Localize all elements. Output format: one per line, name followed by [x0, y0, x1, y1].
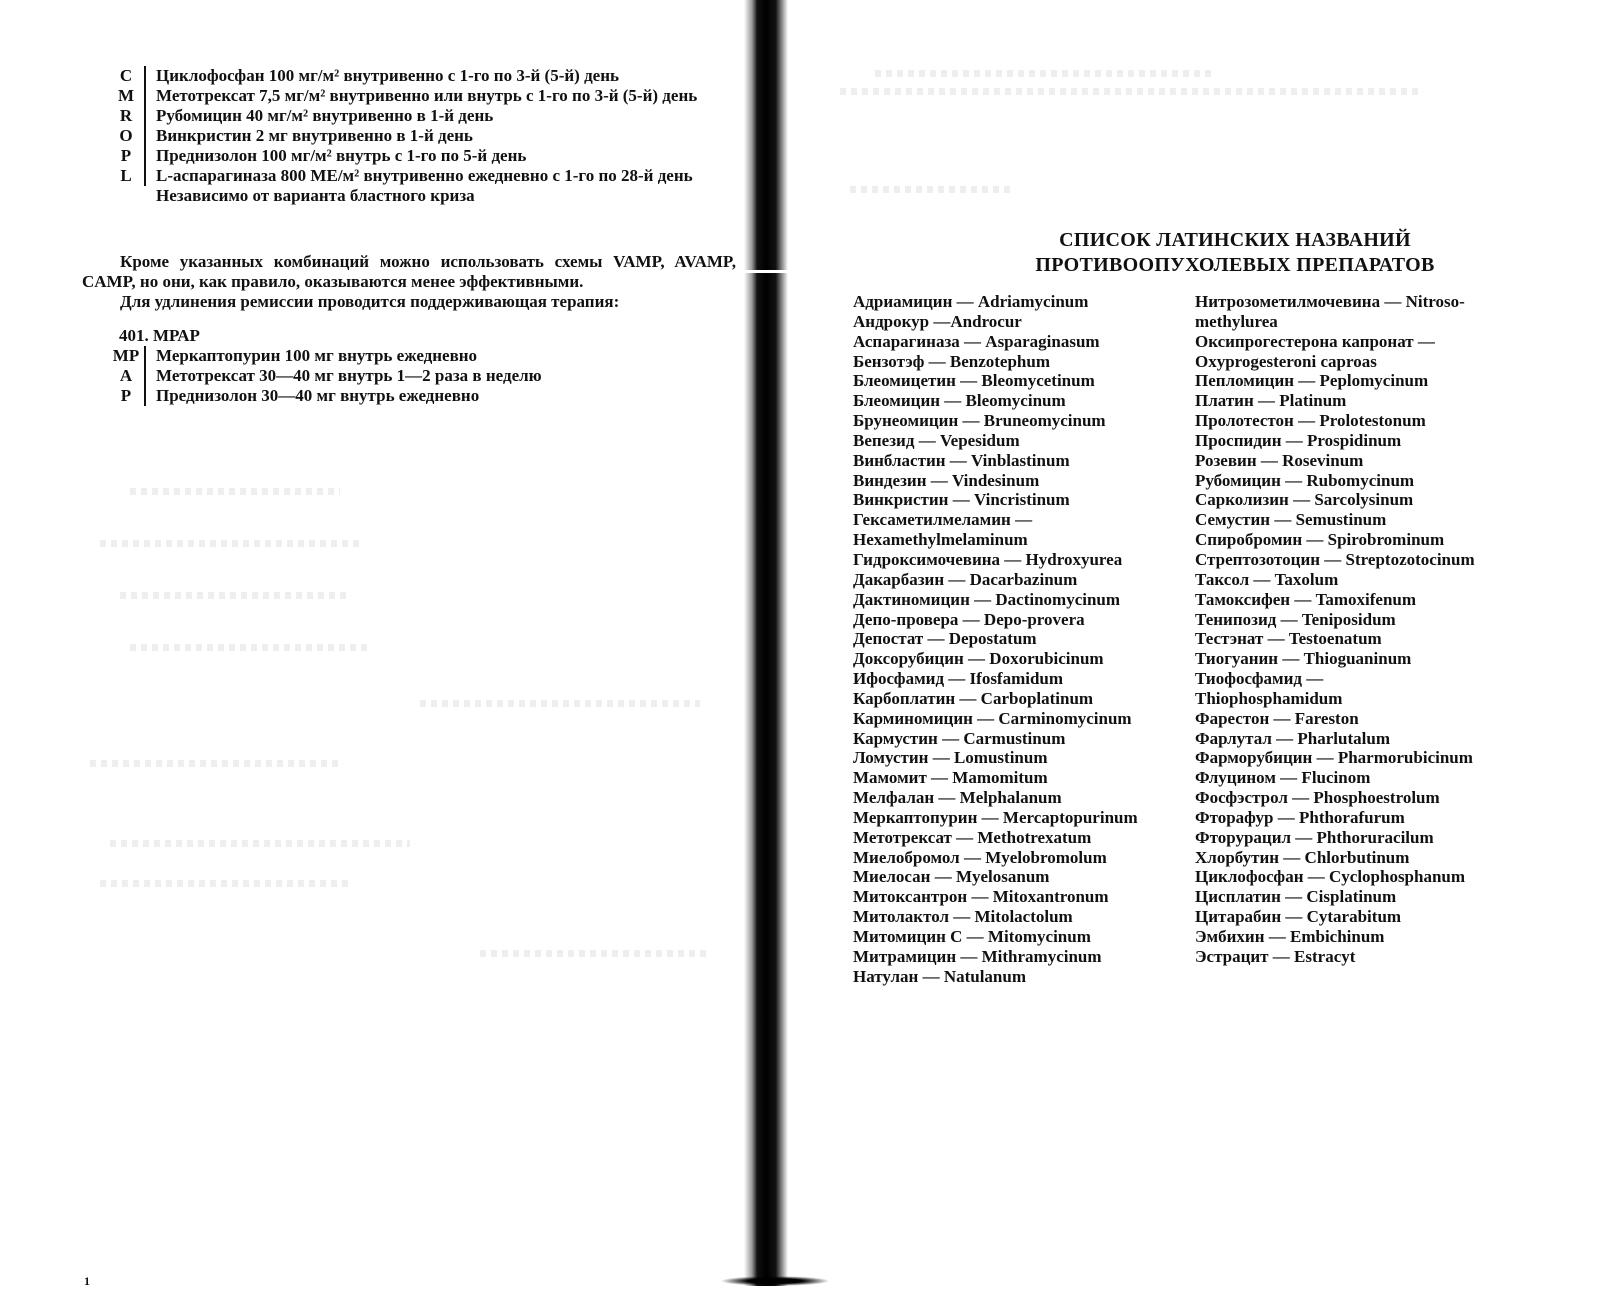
drug-names-column-1 — [853, 292, 1193, 987]
drug-name-entry: Платин — Platinum — [1195, 391, 1347, 411]
drug-name-entry: Блеомицетин — Bleomycetinum — [853, 371, 1095, 391]
list-title — [935, 228, 1535, 278]
drug-name-entry: Цисплатин — Cisplatinum — [1195, 887, 1397, 907]
drug-name-entry: Эмбихин — Embichinum — [1195, 927, 1385, 946]
scheme-note: Независимо от варианта бластного криза — [156, 186, 475, 205]
scheme-row — [108, 386, 676, 406]
chemo-scheme — [108, 66, 716, 206]
drug-name-entry: Вепезид — Vepesidum — [853, 430, 1020, 450]
bleed-through-text — [850, 186, 1010, 193]
drug-name-entry: Виндезин — Vindesinum — [853, 470, 1040, 490]
drug-dosage: Рубомицин 40 мг/м² внутривенно в 1-й день — [144, 106, 716, 126]
drug-name-entry: Рубомицин — Rubomycinum — [1195, 470, 1415, 490]
drug-name-entry: Адриамицин — Adriamycinum — [853, 292, 1089, 311]
scheme-row — [108, 366, 676, 386]
drug-name-entry: Ифосфамид — Ifosfamidum — [853, 669, 1064, 689]
drug-name-entry: Стрептозотоцин — Streptozotocinum — [1195, 549, 1475, 569]
drug-name-entry: Розевин — Rosevinum — [1195, 450, 1364, 470]
drug-dosage: Циклофосфан 100 мг/м² внутривенно с 1-го по 3-й (5-й) день — [144, 66, 716, 86]
drug-dosage: Преднизолон 100 мг/м² внутрь с 1-го по 5-й день — [144, 146, 716, 166]
drug-name-entry: Циклофосфан — Cyclophosphanum — [1195, 867, 1466, 887]
drug-name-entry: Митоксантрон — Mitoxantronum — [853, 887, 1109, 907]
drug-code: L — [120, 166, 132, 185]
drug-code: P — [120, 146, 132, 165]
drug-name-entry: Метотрексат — Methotrexatum — [853, 827, 1092, 847]
drug-name-entry: Депостат — Depostatum — [853, 629, 1037, 649]
drug-dosage: L-аспарагиназа 800 МЕ/м² внутривенно ежедневно с 1-го по 28-й день — [144, 166, 716, 186]
drug-name-entry: Хлорбутин — Chlorbutinum — [1195, 847, 1410, 867]
drug-name-entry: Миелосан — Myelosanum — [853, 867, 1050, 887]
drug-name-entry: Карбоплатин — Carboplatinum — [853, 688, 1094, 708]
drug-name-entry: Аспарагиназа — Asparaginasum — [853, 331, 1100, 351]
drug-name-entry: Фарлутал — Pharlutalum — [1195, 728, 1390, 748]
scheme-row — [108, 66, 716, 86]
drug-name-entry: Проспидин — Prospidinum — [1195, 430, 1402, 450]
scheme-row — [108, 106, 716, 126]
drug-name-entry: Миелобромол — Myelobromolum — [853, 847, 1107, 867]
drug-name-entry: Кармустин — Carmustinum — [853, 728, 1066, 748]
drug-name-entry: Ломустин — Lomustinum — [853, 748, 1048, 768]
drug-names-column-2 — [1195, 292, 1495, 967]
bleed-through-text — [480, 950, 710, 957]
drug-name-entry: Дактиномицин — Dactinomycinum — [853, 589, 1121, 609]
page-gap — [742, 270, 792, 273]
bleed-through-text — [130, 644, 370, 651]
drug-name-entry: Oxyprogesteroni caproas — [1195, 351, 1377, 371]
drug-name-entry: Thiophosphamidum — [1195, 688, 1343, 708]
drug-name-entry: Фарморубицин — Pharmorubicinum — [1195, 748, 1473, 768]
scheme-row — [108, 126, 716, 146]
bleed-through-text — [875, 70, 1215, 77]
drug-name-entry: Сарколизин — Sarcolysinum — [1195, 490, 1414, 510]
drug-name-entry: Митомицин С — Mitomycinum — [853, 927, 1091, 946]
drug-name-entry: Фарестон — Fareston — [1195, 708, 1359, 728]
drug-name-entry: Нитрозометилмочевина — Nitroso- — [1195, 292, 1465, 311]
drug-name-entry: Тенипозид — Teniposidum — [1195, 609, 1396, 629]
left-page — [0, 0, 740, 1286]
drug-name-entry: Тиофосфамид — — [1195, 669, 1324, 689]
drug-name-entry: Митрамицин — Mithramycinum — [853, 946, 1102, 966]
drug-code: A — [119, 366, 133, 385]
drug-name-entry: Тиогуанин — Thioguaninum — [1195, 649, 1412, 669]
scheme-row — [108, 166, 716, 186]
bleed-through-text — [130, 488, 340, 495]
drug-dosage: Винкристин 2 мг внутривенно в 1-й день — [144, 126, 716, 146]
drug-name-entry: Тамоксифен — Tamoxifenum — [1195, 589, 1417, 609]
drug-name-entry: Гексаметилмеламин — — [853, 510, 1033, 530]
drug-name-entry: Hexamethylmelaminum — [853, 530, 1028, 550]
right-page — [800, 0, 1600, 1286]
drug-name-entry: Натулан — Natulanum — [853, 966, 1027, 986]
bleed-through-text — [840, 88, 1420, 95]
paragraph-maintenance: Для удлинения ремиссии проводится поддерживающая терапия: — [120, 292, 620, 311]
drug-code: O — [119, 126, 133, 145]
drug-name-entry: Брунеомицин — Bruneomycinum — [853, 411, 1106, 431]
drug-code: P — [120, 386, 132, 405]
scheme-row — [108, 146, 716, 166]
drug-name-entry: Флуцином — Flucinom — [1195, 768, 1371, 788]
drug-name-entry: Таксол — Taxolum — [1195, 569, 1339, 589]
bleed-through-text — [100, 880, 350, 887]
paragraph-combinations: Кроме указанных комбинаций можно использовать схемы VAMP, AVAMP, CAMP, но они, как правило, оказываются менее эффективными. — [82, 252, 736, 291]
drug-code: C — [119, 66, 133, 85]
drug-name-entry: Фосфэстрол — Phosphoestrolum — [1195, 788, 1440, 808]
drug-name-entry: Блеомицин — Bleomycinum — [853, 391, 1066, 411]
page-number: 1 — [84, 1274, 90, 1288]
drug-name-entry: Карминомицин — Carminomycinum — [853, 708, 1132, 728]
drug-dosage: Преднизолон 30—40 мг внутрь ежедневно — [144, 386, 676, 406]
drug-name-entry: Семустин — Semustinum — [1195, 510, 1387, 530]
drug-name-entry: Мелфалан — Melphalanum — [853, 788, 1062, 808]
drug-name-entry: Оксипрогестерона капронат — — [1195, 331, 1435, 351]
list-title-line: ПРОТИВООПУХОЛЕВЫХ ПРЕПАРАТОВ — [1035, 254, 1435, 276]
drug-name-entry: Винбластин — Vinblastinum — [853, 450, 1070, 470]
list-title-line: СПИСОК ЛАТИНСКИХ НАЗВАНИЙ — [1059, 229, 1411, 251]
drug-name-entry: Эстрацит — Estracyt — [1195, 946, 1356, 966]
drug-name-entry: Андрокур —Androcur — [853, 311, 1022, 331]
drug-code: M — [117, 86, 135, 105]
drug-name-entry: methylurea — [1195, 311, 1278, 331]
drug-name-entry: Бензотэф — Benzotephum — [853, 351, 1050, 371]
drug-name-entry: Спиробромин — Spirobrominum — [1195, 530, 1445, 550]
drug-dosage: Метотрексат 7,5 мг/м² внутривенно или внутрь с 1-го по 3-й (5-й) день — [144, 86, 716, 106]
bleed-through-text — [110, 840, 410, 847]
bleed-through-text — [120, 592, 350, 599]
drug-name-entry: Меркаптопурин — Mercaptopurinum — [853, 807, 1138, 827]
drug-code: R — [119, 106, 133, 125]
drug-code: MP — [112, 346, 140, 365]
drug-dosage: Метотрексат 30—40 мг внутрь 1—2 раза в неделю — [144, 366, 676, 386]
drug-name-entry: Депо-провера — Depo-provera — [853, 609, 1085, 629]
drug-dosage: Меркаптопурин 100 мг внутрь ежедневно — [144, 346, 676, 366]
bleed-through-text — [90, 760, 340, 767]
bleed-through-text — [420, 700, 700, 707]
drug-name-entry: Митолактол — Mitolactolum — [853, 907, 1073, 927]
scheme-row — [108, 346, 676, 366]
maintenance-title: 401. МРАР — [119, 326, 200, 345]
drug-name-entry: Пепломицин — Peplomycinum — [1195, 371, 1429, 391]
drug-name-entry: Винкристин — Vincristinum — [853, 490, 1070, 510]
book-spine-shadow — [744, 0, 788, 1286]
drug-name-entry: Мамомит — Mamomitum — [853, 768, 1048, 788]
drug-name-entry: Гидроксимочевина — Hydroxyurea — [853, 549, 1123, 569]
drug-name-entry: Цитарабин — Cytarabitum — [1195, 907, 1402, 927]
drug-name-entry: Пролотестон — Prolotestonum — [1195, 411, 1426, 431]
drug-name-entry: Фторурацил — Phthoruracilum — [1195, 827, 1434, 847]
bleed-through-text — [100, 540, 360, 547]
drug-name-entry: Дакарбазин — Dacarbazinum — [853, 569, 1078, 589]
scheme-row — [108, 86, 716, 106]
drug-name-entry: Тестэнат — Testoenatum — [1195, 629, 1382, 649]
drug-name-entry: Фторафур — Phthorafurum — [1195, 807, 1405, 827]
maintenance-scheme — [108, 346, 676, 406]
drug-name-entry: Доксорубицин — Doxorubicinum — [853, 649, 1104, 669]
